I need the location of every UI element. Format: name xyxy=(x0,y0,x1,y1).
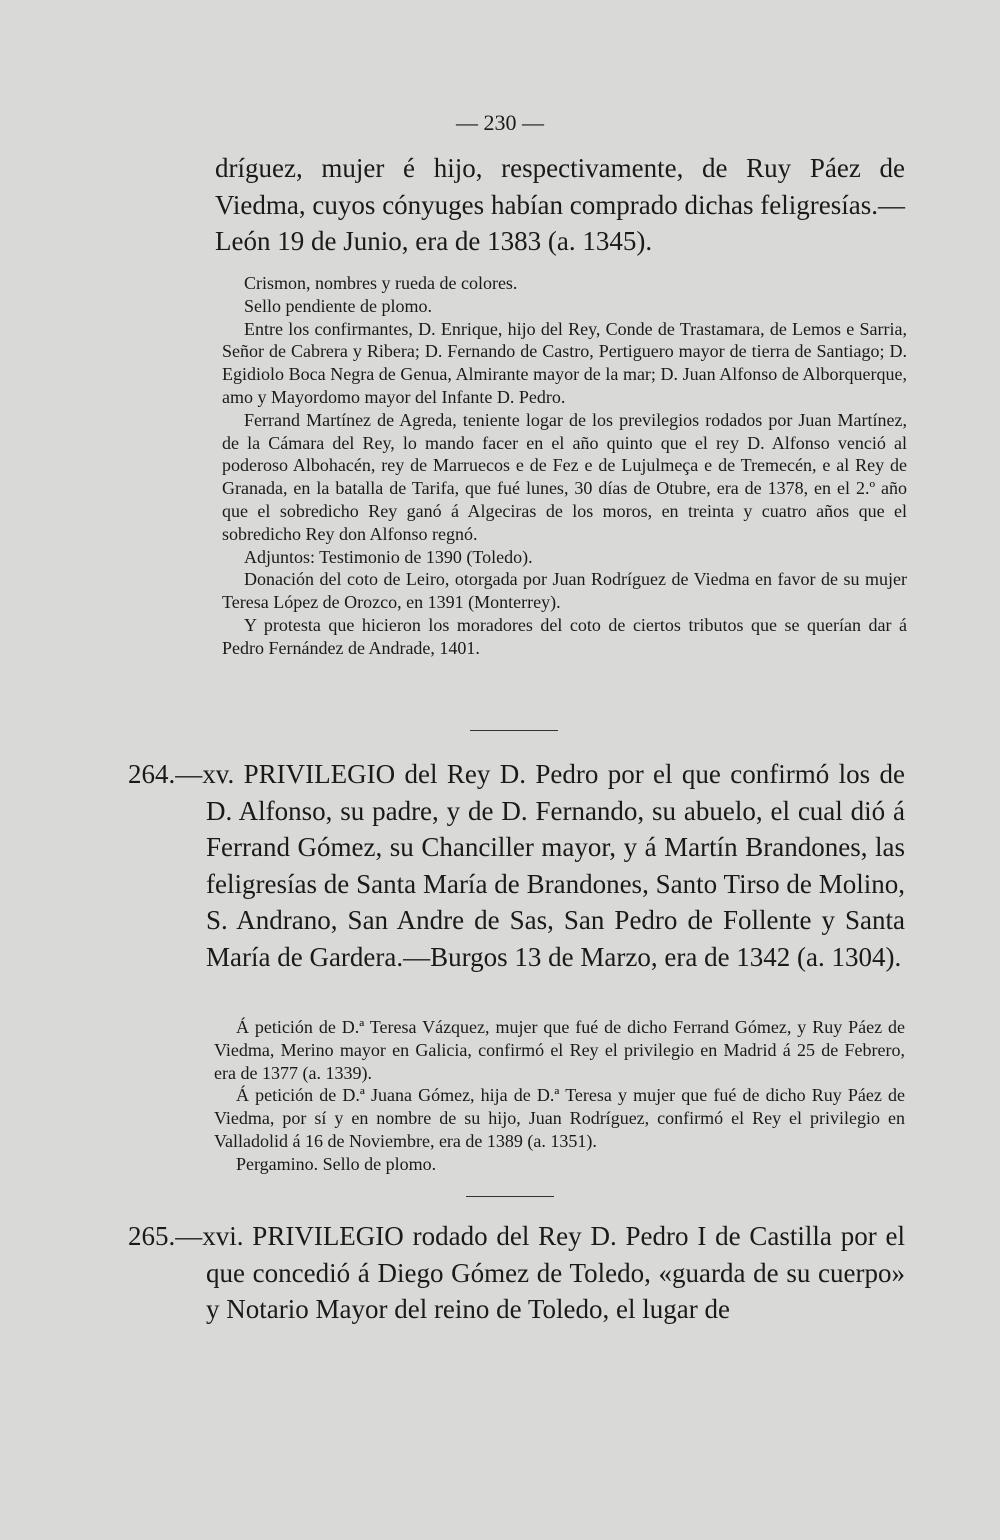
entry-265 xyxy=(128,1218,905,1328)
note-paragraph: Y protesta que hicieron los moradores del coto de ciertos tributos que se querían dar á Pedro Fernández de Andrade, 1401. xyxy=(222,614,907,658)
note-paragraph: Sello pendiente de plomo. xyxy=(244,295,432,316)
entry-heading-paragraph: 264.—xv. PRIVILEGIO del Rey D. Pedro por el que confirmó los de D. Alfonso, su padre, y de D. Fernando, su abuelo, el cual dió á Ferrand Gómez, su Chanciller mayor, y á Martín Brandones, las feligresías de Santa María de Brandones, Santo Tirso de Molino, S. Andrano, San Andre de Sas, San Pedro de Follente y Santa María de Gardera.—Burgos 13 de Marzo, era de 1342 (a. 1304). xyxy=(128,759,905,972)
entry-heading-paragraph: 265.—xvi. PRIVILEGIO rodado del Rey D. Pedro I de Castilla por el que concedió á Diego Gómez de Toledo, «guarda de su cuerpo» y Notario Mayor del reino de Toledo, el lugar de xyxy=(128,1221,905,1324)
entry-264-notes xyxy=(214,1016,905,1176)
note-paragraph: Ferrand Martínez de Agreda, teniente logar de los previlegios rodados por Juan Martínez, de la Cámara del Rey, lo mando facer en el año quinto que el rey D. Alfonso venció al poderoso Albohacén, rey de Marruecos e de Fez e de Lujulmeça e de Tremecén, e al Rey de Granada, en la batalla de Tarifa, que fué lunes, 30 días de Otubre, era de 1378, en el 2.º año que el sobredicho Rey ganó á Algeciras de los moros, en treinta y cuatro años que el sobredicho Rey don Alfonso regnó. xyxy=(222,409,907,544)
section-divider xyxy=(470,730,558,731)
note-paragraph: Donación del coto de Leiro, otorgada por Juan Rodríguez de Viedma en favor de su mujer Teresa López de Orozco, en 1391 (Monterrey). xyxy=(222,569,907,613)
page-number: — 230 — xyxy=(456,110,544,135)
note-paragraph: Á petición de D.ª Juana Gómez, hija de D.ª Teresa y mujer que fué de dicho Ruy Páez de Viedma, por sí y en nombre de su hijo, Juan Rodríguez, confirmó el Rey el privilegio en Valladolid á 16 de Noviembre, era de 1389 (a. 1351). xyxy=(214,1085,905,1151)
continuation-text xyxy=(215,150,905,260)
note-paragraph: Adjuntos: Testimonio de 1390 (Toledo). xyxy=(244,546,533,567)
section-divider xyxy=(466,1196,554,1197)
note-paragraph: Pergamino. Sello de plomo. xyxy=(236,1153,437,1174)
note-paragraph: Entre los confirmantes, D. Enrique, hijo del Rey, Conde de Trastamara, de Lemos e Sarria, Señor de Cabrera y Ribera; D. Fernando de Castro, Pertiguero mayor de tierra de Santiago; D. Egidiolo Boca Negra de Genua, Almirante mayor de la mar; D. Juan Alfonso de Alborquerque, amo y Mayordomo mayor del Infante D. Pedro. xyxy=(222,318,907,407)
note-paragraph: Crismon, nombres y rueda de colores. xyxy=(244,273,518,293)
continuation-paragraph: dríguez, mujer é hijo, respectivamente, de Ruy Páez de Viedma, cuyos cónyuges habían comprado dichas feligresías.—León 19 de Junio, era de 1383 (a. 1345). xyxy=(215,153,905,256)
note-paragraph: Á petición de D.ª Teresa Vázquez, mujer que fué de dicho Ferrand Gómez, y Ruy Páez de Viedma, Merino mayor en Galicia, confirmó el Rey el privilegio en Madrid á 25 de Febrero, era de 1377 (a. 1339). xyxy=(214,1017,905,1083)
entry-264 xyxy=(128,756,905,975)
continuation-notes xyxy=(222,272,907,660)
